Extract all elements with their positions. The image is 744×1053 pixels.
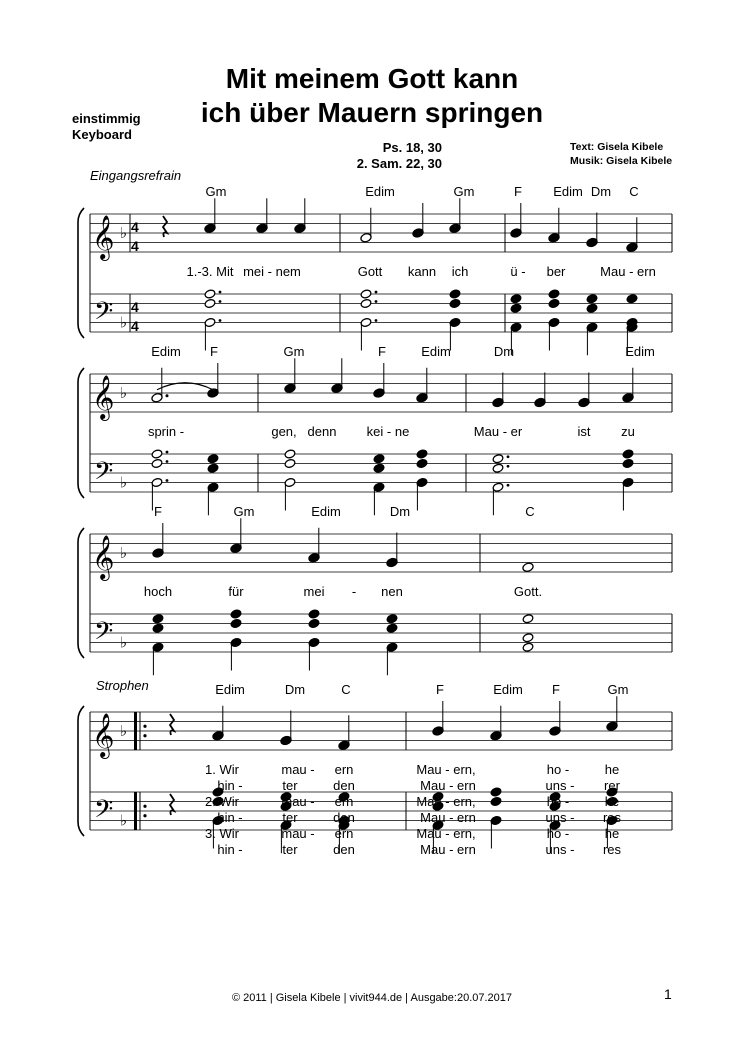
lyric-word: ter xyxy=(282,778,298,793)
song-title-line2: ich über Mauern springen xyxy=(200,97,544,128)
lyric-word: den xyxy=(333,778,355,793)
lyric-word: res xyxy=(602,810,622,825)
lyric-word: he xyxy=(604,826,620,841)
note-dot xyxy=(219,291,222,294)
song-title-line1: Mit meinem Gott kann xyxy=(225,63,519,94)
lyric-word: Gott. xyxy=(513,584,543,599)
lyric-word: ern xyxy=(334,826,354,841)
bass-note-head xyxy=(490,796,502,806)
chord-symbol: Edim xyxy=(151,344,181,359)
chord-symbol: Edim xyxy=(215,682,245,697)
chord-symbol: F xyxy=(378,344,386,359)
bass-note-head xyxy=(416,449,428,459)
bass-note-head xyxy=(386,623,398,633)
chord-symbol: Dm xyxy=(284,682,306,697)
chord-symbol: Edim xyxy=(365,184,395,199)
lyric-word: mei xyxy=(303,584,325,599)
lyric-word: kei - ne xyxy=(366,424,410,439)
time-signature-top: 4 xyxy=(131,219,139,235)
lyric-word: hoch xyxy=(143,584,173,599)
chord-symbol: Edim xyxy=(553,184,583,199)
bass-note-head xyxy=(207,454,219,464)
bass-note-head xyxy=(449,298,461,308)
bass-note-head xyxy=(308,618,320,628)
bass-note-head xyxy=(548,298,560,308)
lyric-word: ern xyxy=(334,794,354,809)
lyric-word: hin - xyxy=(217,842,243,857)
lyric-word: uns - xyxy=(545,810,575,825)
repeat-thick-bar xyxy=(134,712,137,750)
bass-note-head xyxy=(510,303,522,313)
quarter-rest xyxy=(170,794,174,815)
repeat-dot xyxy=(143,725,146,728)
lyric-word: mau - xyxy=(281,794,315,809)
note-dot xyxy=(166,460,169,463)
chord-symbol: Dm xyxy=(389,504,411,519)
chord-symbol: F xyxy=(552,682,560,697)
note-dot xyxy=(375,319,378,322)
bass-note-head xyxy=(373,454,385,464)
lyric-word: zu xyxy=(621,424,635,439)
lyric-word: ist xyxy=(577,424,591,439)
bass-note-head xyxy=(151,449,163,459)
chord-symbol: C xyxy=(525,504,535,519)
lyric-word: ho - xyxy=(546,794,570,809)
lyric-word: für xyxy=(228,584,244,599)
chord-symbol: Gm xyxy=(283,344,305,359)
chord-symbol: F xyxy=(210,344,218,359)
time-signature-bottom: 4 xyxy=(131,238,139,254)
chord-symbol: Dm xyxy=(493,344,515,359)
setting-instrument: Keyboard xyxy=(72,127,132,142)
bass-note-head xyxy=(207,463,219,473)
lyric-word: kann xyxy=(407,264,437,279)
page-number: 1 xyxy=(664,986,672,1002)
key-signature-flat: ♭ xyxy=(120,385,128,402)
bass-note-head xyxy=(373,463,385,473)
system-brace xyxy=(78,368,84,498)
bass-note-head xyxy=(449,289,461,299)
bass-note-head xyxy=(586,294,598,304)
bass-note-head xyxy=(492,454,504,464)
lyric-word: 2. Wir xyxy=(205,794,239,809)
bass-note-head xyxy=(284,449,296,459)
lyric-word: ber xyxy=(546,264,566,279)
music-credit: Musik: Gisela Kibele xyxy=(570,155,673,167)
lyric-word: gen, xyxy=(271,424,297,439)
lyric-word: ich xyxy=(451,264,469,279)
chord-symbol: C xyxy=(341,682,351,697)
lyric-word: Mau - ern, xyxy=(416,826,476,841)
lyric-word: uns - xyxy=(545,842,575,857)
time-signature-top: 4 xyxy=(131,299,139,315)
lyric-word: - xyxy=(351,584,357,599)
repeat-dot xyxy=(143,805,146,808)
time-signature-bottom: 4 xyxy=(131,318,139,334)
bass-note-head xyxy=(204,289,216,299)
chord-symbol: Gm xyxy=(607,682,629,697)
lyric-word: Mau - er xyxy=(473,424,523,439)
chord-symbol: Edim xyxy=(625,344,655,359)
lyric-word: nen xyxy=(381,584,403,599)
lyric-word: Mau - ern xyxy=(420,810,476,825)
chord-symbol: Gm xyxy=(453,184,475,199)
lyric-word: denn xyxy=(307,424,337,439)
lyric-word: ern xyxy=(334,762,354,777)
chord-symbol: F xyxy=(514,184,522,199)
note-head xyxy=(522,562,534,573)
lyric-word: mau - xyxy=(281,762,315,777)
key-signature-flat: ♭ xyxy=(120,812,128,830)
note-dot xyxy=(166,394,169,397)
lyric-word: ü - xyxy=(510,264,526,279)
lyric-word: hin - xyxy=(217,810,243,825)
lyric-word: ho - xyxy=(546,826,570,841)
footer-copyright: © 2011 | Gisela Kibele | vivit944.de | Ausgabe:20.07.2017 xyxy=(231,992,513,1004)
note-dot xyxy=(507,484,510,487)
repeat-thick-bar xyxy=(134,792,137,830)
chord-symbol: Edim xyxy=(311,504,341,519)
chord-symbol: Dm xyxy=(590,184,612,199)
bass-note-head xyxy=(548,289,560,299)
lyric-word: Mau - ern xyxy=(420,778,476,793)
bass-note-head xyxy=(204,298,216,308)
note-dot xyxy=(507,455,510,458)
note-dot xyxy=(219,319,222,322)
lyric-word: ter xyxy=(282,842,298,857)
bass-note-head xyxy=(522,642,534,652)
lyric-word: res xyxy=(602,842,622,857)
note-dot xyxy=(166,479,169,482)
bass-note-head xyxy=(152,614,164,624)
section-label-refrain: Eingangsrefrain xyxy=(90,168,182,183)
key-signature-flat: ♭ xyxy=(120,723,128,740)
bass-note-head xyxy=(586,303,598,313)
system-brace xyxy=(78,208,84,338)
bass-note-head xyxy=(622,458,634,468)
bass-note-head xyxy=(308,609,320,619)
bass-note-head xyxy=(416,458,428,468)
chord-symbol: Edim xyxy=(421,344,451,359)
setting-voice: einstimmig xyxy=(72,111,141,126)
lyric-word: ho - xyxy=(546,762,570,777)
bass-clef: 𝄢 xyxy=(94,297,114,332)
lyric-word: Mau - ern xyxy=(420,842,476,857)
bass-note-head xyxy=(151,458,163,468)
bass-note-head xyxy=(230,609,242,619)
scripture-ref-2: 2. Sam. 22, 30 xyxy=(356,156,442,171)
lyric-word: Gott xyxy=(357,264,383,279)
bass-note-head xyxy=(152,623,164,633)
lyric-word: sprin - xyxy=(147,424,185,439)
lyric-word: den xyxy=(333,810,355,825)
bass-note-head xyxy=(626,294,638,304)
lyric-word: Mau - ern, xyxy=(416,762,476,777)
bass-clef: 𝄢 xyxy=(94,617,114,652)
bass-note-head xyxy=(522,633,534,643)
system-brace xyxy=(78,528,84,658)
lyric-word: 1.-3. Mit xyxy=(186,264,234,279)
lyric-word: rer xyxy=(604,778,620,793)
treble-clef: 𝄞 xyxy=(92,375,115,419)
treble-clef: 𝄞 xyxy=(92,215,115,259)
bass-note-head xyxy=(522,614,534,624)
repeat-dot xyxy=(143,814,146,817)
lyric-word: mau - xyxy=(281,826,315,841)
chord-symbol: F xyxy=(436,682,444,697)
bass-clef: 𝄢 xyxy=(94,457,114,492)
key-signature-flat: ♭ xyxy=(120,634,128,652)
bass-note-head xyxy=(386,614,398,624)
key-signature-flat: ♭ xyxy=(120,545,128,562)
bass-note-head xyxy=(284,458,296,468)
quarter-rest xyxy=(170,714,174,735)
bass-note-head xyxy=(360,289,372,299)
key-signature-flat: ♭ xyxy=(120,314,128,332)
bass-note-head xyxy=(490,787,502,797)
lyric-word: mei - nem xyxy=(243,264,301,279)
chord-symbol: C xyxy=(629,184,639,199)
section-label-verses: Strophen xyxy=(96,678,149,693)
chord-symbol: Gm xyxy=(205,184,227,199)
lyric-word: he xyxy=(604,762,620,777)
bass-note-head xyxy=(492,463,504,473)
lyric-word: he xyxy=(604,794,620,809)
key-signature-flat: ♭ xyxy=(120,225,128,242)
note-dot xyxy=(507,465,510,468)
quarter-rest xyxy=(163,216,167,237)
note-dot xyxy=(219,300,222,303)
treble-clef: 𝄞 xyxy=(92,713,115,757)
repeat-dot xyxy=(143,734,146,737)
note-dot xyxy=(166,451,169,454)
bass-clef: 𝄢 xyxy=(94,795,114,830)
lyric-word: ter xyxy=(282,810,298,825)
lyric-word: Mau - ern xyxy=(600,264,656,279)
lyric-word: hin - xyxy=(217,778,243,793)
note-dot xyxy=(375,291,378,294)
chord-symbol: Gm xyxy=(233,504,255,519)
scripture-ref-1: Ps. 18, 30 xyxy=(382,140,442,155)
bass-note-head xyxy=(622,449,634,459)
treble-clef: 𝄞 xyxy=(92,535,115,579)
lyric-word: 3. Wir xyxy=(205,826,239,841)
note-dot xyxy=(375,300,378,303)
chord-symbol: Edim xyxy=(493,682,523,697)
text-credit: Text: Gisela Kibele xyxy=(570,141,664,153)
lyric-word: 1. Wir xyxy=(205,762,239,777)
bass-note-head xyxy=(510,294,522,304)
lyric-word: den xyxy=(333,842,355,857)
lyric-word: uns - xyxy=(545,778,575,793)
system-brace xyxy=(78,706,84,836)
bass-note-head xyxy=(360,298,372,308)
key-signature-flat: ♭ xyxy=(120,474,128,492)
chord-symbol: F xyxy=(154,504,162,519)
lyric-word: Mau - ern, xyxy=(416,794,476,809)
bass-note-head xyxy=(230,618,242,628)
